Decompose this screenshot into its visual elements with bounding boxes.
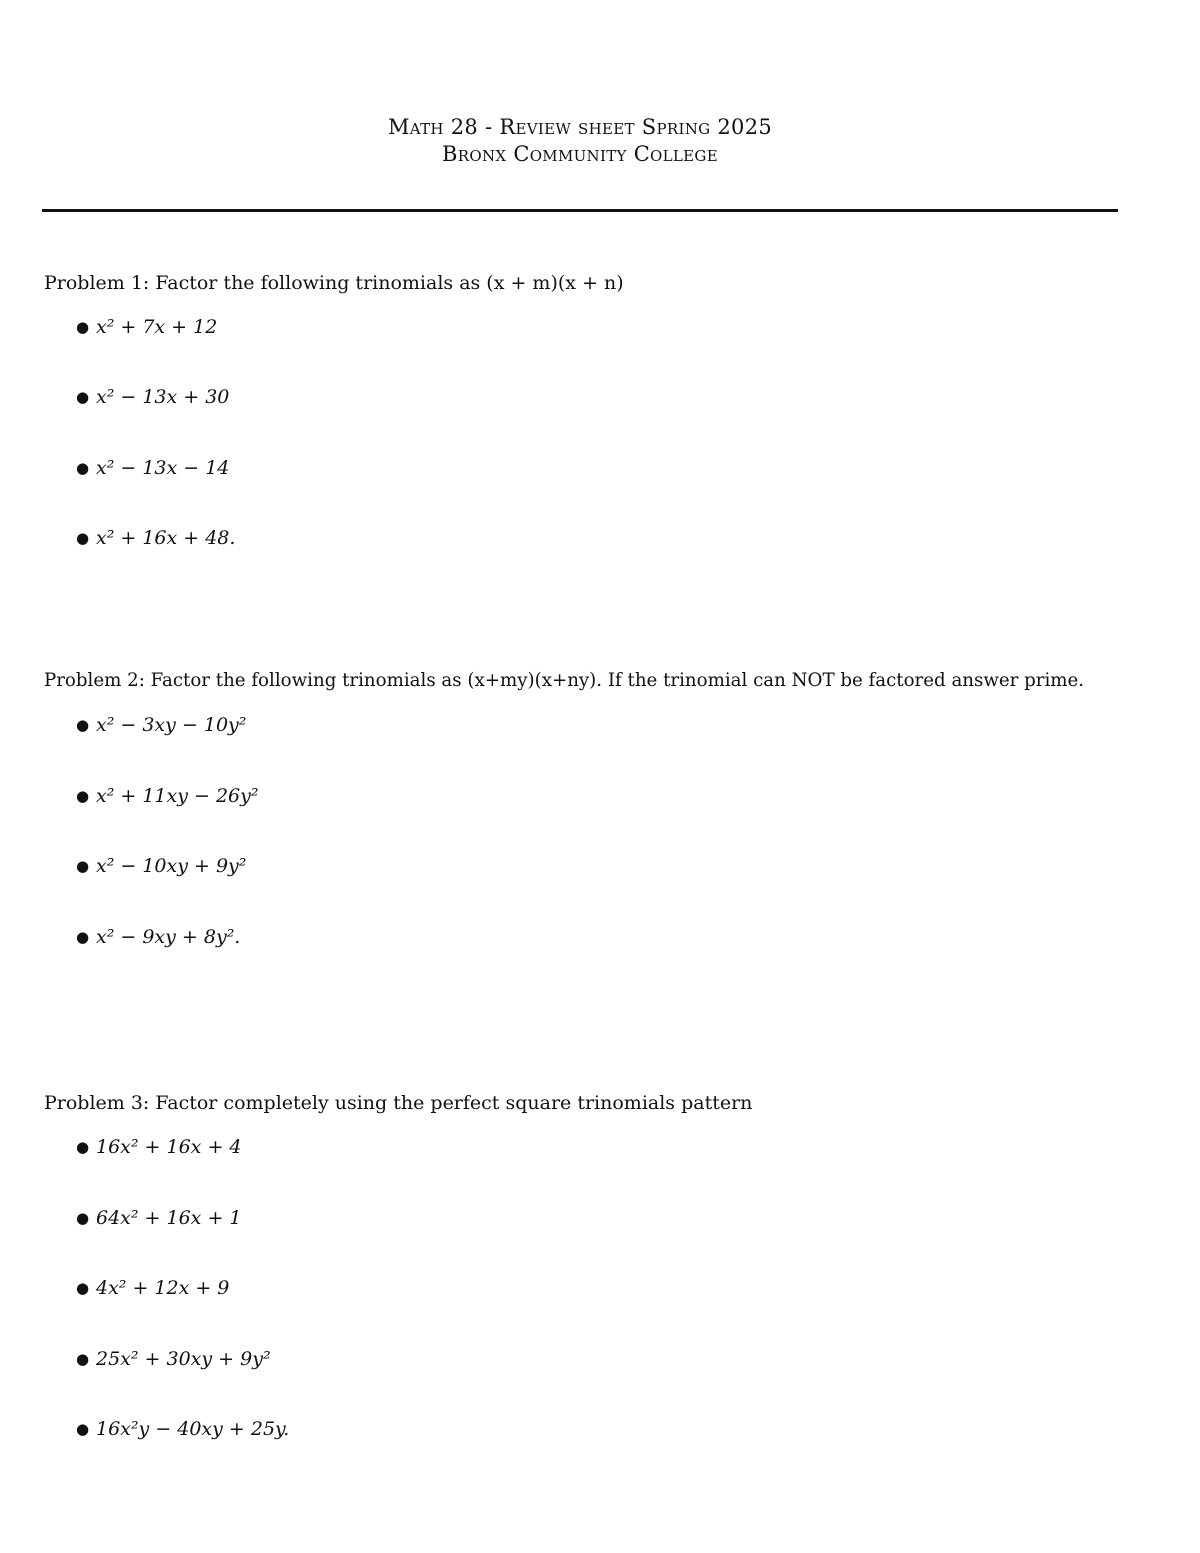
- bullet-icon: ●: [76, 857, 90, 875]
- bullet-icon: ●: [76, 1420, 90, 1438]
- problem-3-item-4: ● 25x² + 30xy + 9y²: [76, 1348, 271, 1370]
- bullet-icon: ●: [76, 529, 90, 547]
- bullet-icon: ●: [76, 716, 90, 734]
- problem-2-statement: Problem 2: Factor the following trinomials as (x+my)(x+ny). If the trinomial can NOT be factored answer prime.: [44, 670, 1085, 691]
- document-header: [0, 114, 1160, 168]
- problem-2-item-1: ● x² − 3xy − 10y²: [76, 714, 247, 736]
- problem-1-item-2: ● x² − 13x + 30: [76, 386, 230, 408]
- bullet-icon: ●: [76, 1209, 90, 1227]
- bullet-icon: ●: [76, 1350, 90, 1368]
- header-divider: [42, 209, 1118, 212]
- problem-1-statement: Problem 1: Factor the following trinomials as (x + m)(x + n): [44, 272, 624, 294]
- bullet-icon: ●: [76, 1279, 90, 1297]
- bullet-icon: ●: [76, 318, 90, 336]
- bullet-icon: ●: [76, 459, 90, 477]
- problem-3-item-5: ● 16x²y − 40xy + 25y.: [76, 1418, 290, 1440]
- bullet-icon: ●: [76, 1138, 90, 1156]
- problem-1-item-4: ● x² + 16x + 48.: [76, 527, 236, 549]
- bullet-icon: ●: [76, 787, 90, 805]
- bullet-icon: ●: [76, 928, 90, 946]
- problem-1-item-3: ● x² − 13x − 14: [76, 457, 230, 479]
- problem-3-item-1: ● 16x² + 16x + 4: [76, 1136, 242, 1158]
- institution-name: Bronx Community College: [442, 142, 718, 166]
- problem-2-item-4: ● x² − 9xy + 8y².: [76, 926, 241, 948]
- document-title: Math 28 - Review sheet Spring 2025: [387, 115, 773, 139]
- problem-2-item-3: ● x² − 10xy + 9y²: [76, 855, 247, 877]
- bullet-icon: ●: [76, 388, 90, 406]
- problem-1-item-1: ● x² + 7x + 12: [76, 316, 218, 338]
- problem-3-item-2: ● 64x² + 16x + 1: [76, 1207, 242, 1229]
- problem-3-item-3: ● 4x² + 12x + 9: [76, 1277, 230, 1299]
- problem-2-item-2: ● x² + 11xy − 26y²: [76, 785, 259, 807]
- problem-3-statement: Problem 3: Factor completely using the perfect square trinomials pattern: [44, 1092, 753, 1114]
